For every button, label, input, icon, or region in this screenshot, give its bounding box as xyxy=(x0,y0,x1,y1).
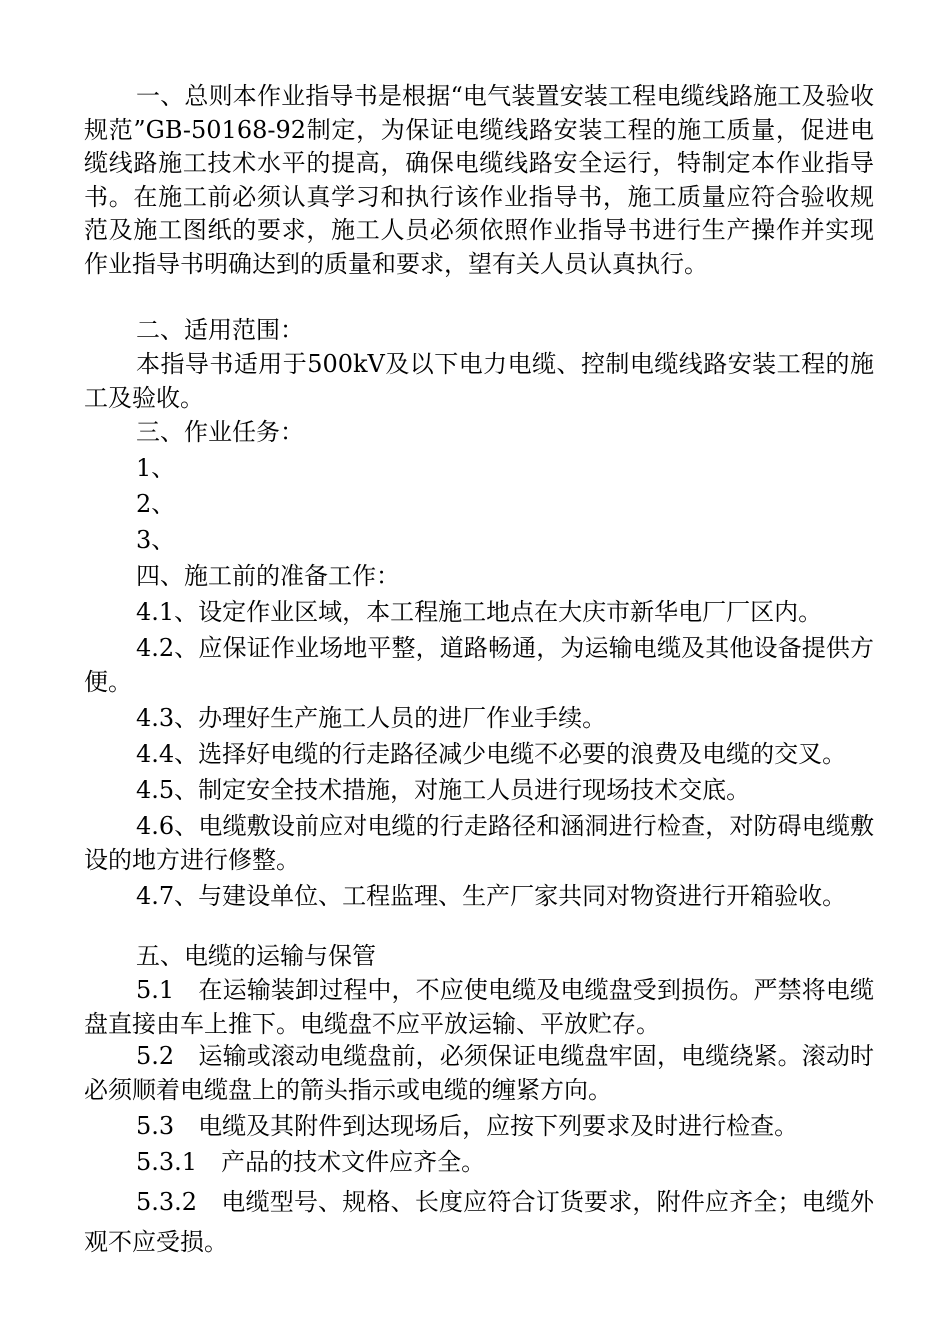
heading-tasks: 三、作业任务： xyxy=(136,418,304,446)
paragraph-general: 一、总则本作业指导书是根据“电气装置安装工程电缆线路施工及验收规范”GB-50168-92制定，为保证电缆线路安装工程的施工质量，促进电缆线路施工技术水平的提高，确保电缆线路安全运行，特制定本作业指导书。在施工前必须认真学习和执行该作业指导书，施工质量应符合验收规范及施工图纸的要求，施工人员必须依照作业指导书进行生产操作并实现作业指导书明确达到的质量和要求，望有关人员认真执行。 xyxy=(84,82,874,278)
list-item-task-1: 1、 xyxy=(136,454,176,482)
paragraph-4-7: 4.7、与建设单位、工程监理、生产厂家共同对物资进行开箱验收。 xyxy=(136,882,847,910)
paragraph-5-3: 5.3 电缆及其附件到达现场后，应按下列要求及时进行检查。 xyxy=(136,1112,799,1140)
paragraph-4-4: 4.4、选择好电缆的行走路径减少电缆不必要的浪费及电缆的交叉。 xyxy=(136,740,847,768)
paragraph-4-3: 4.3、办理好生产施工人员的进厂作业手续。 xyxy=(136,704,607,732)
paragraph-scope: 本指导书适用于500kV及以下电力电缆、控制电缆线路安装工程的施工及验收。 xyxy=(84,350,874,412)
paragraph-5-3-2: 5.3.2 电缆型号、规格、长度应符合订货要求，附件应齐全；电缆外观不应受损。 xyxy=(84,1188,874,1256)
list-item-task-3: 3、 xyxy=(136,526,176,554)
paragraph-5-3-1: 5.3.1 产品的技术文件应齐全。 xyxy=(136,1148,486,1176)
paragraph-5-1: 5.1 在运输装卸过程中，不应使电缆及电缆盘受到损伤。严禁将电缆盘直接由车上推下。电缆盘不应平放运输、平放贮存。 xyxy=(84,976,874,1038)
paragraph-4-2: 4.2、应保证作业场地平整，道路畅通，为运输电缆及其他设备提供方便。 xyxy=(84,634,874,696)
paragraph-4-1: 4.1、设定作业区域，本工程施工地点在大庆市新华电厂厂区内。 xyxy=(136,598,823,626)
heading-preparation: 四、施工前的准备工作： xyxy=(136,562,400,590)
heading-scope: 二、适用范围： xyxy=(136,316,304,344)
paragraph-4-5: 4.5、制定安全技术措施，对施工人员进行现场技术交底。 xyxy=(136,776,751,804)
paragraph-5-2: 5.2 运输或滚动电缆盘前，必须保证电缆盘牢固，电缆绕紧。滚动时必须顺着电缆盘上的箭头指示或电缆的缠紧方向。 xyxy=(84,1042,874,1104)
paragraph-4-6: 4.6、电缆敷设前应对电缆的行走路径和涵洞进行检查，对防碍电缆敷设的地方进行修整。 xyxy=(84,812,874,874)
list-item-task-2: 2、 xyxy=(136,490,176,518)
heading-transport: 五、电缆的运输与保管 xyxy=(136,942,376,970)
